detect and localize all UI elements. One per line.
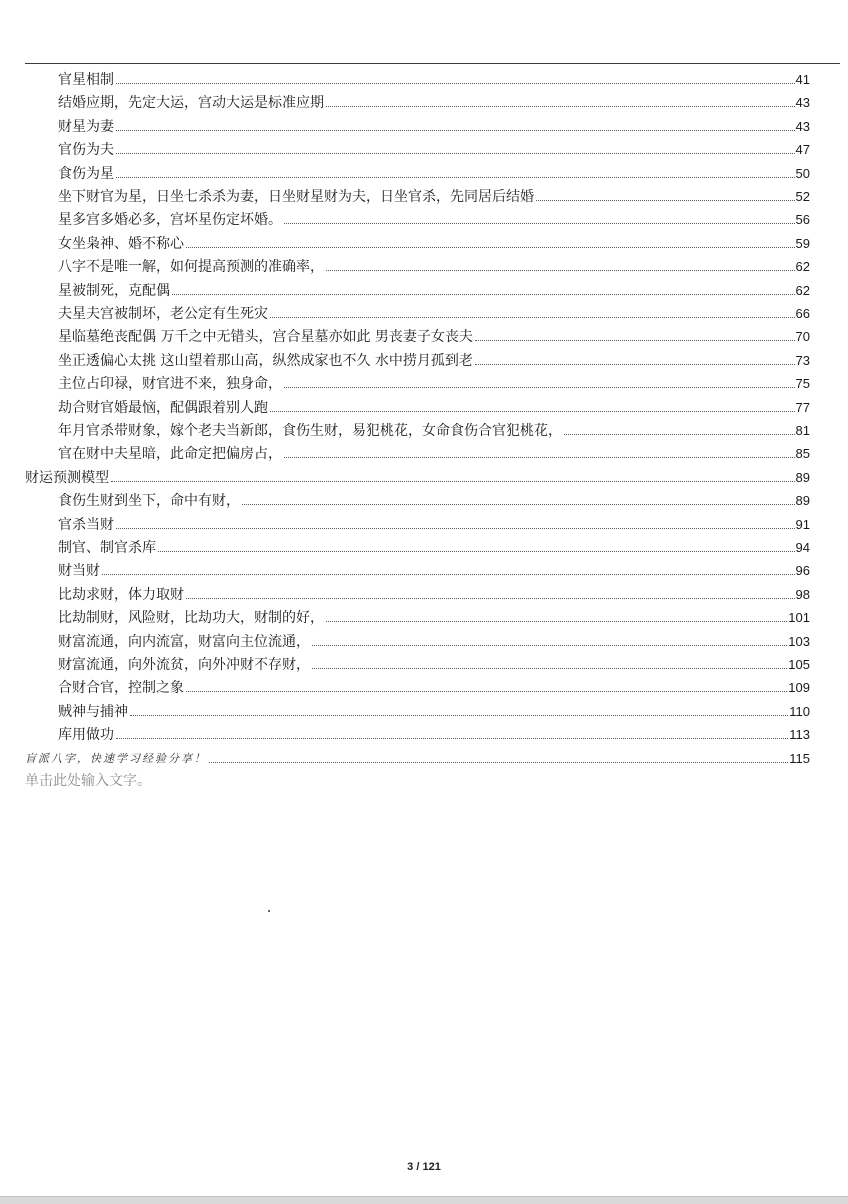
toc-entry-page: 59 xyxy=(795,235,810,251)
toc-dot-leader xyxy=(475,364,795,365)
toc-entry-page: 50 xyxy=(795,165,810,181)
toc-dot-leader xyxy=(326,621,787,622)
toc-entry-title: 星被制死，克配偶 xyxy=(58,282,170,299)
toc-entry[interactable] xyxy=(58,113,810,136)
toc-entry[interactable] xyxy=(58,698,810,721)
toc-entry-page: 62 xyxy=(795,282,810,298)
toc-entry[interactable] xyxy=(58,347,810,370)
toc-dot-leader xyxy=(116,83,795,84)
toc-entry[interactable] xyxy=(58,253,810,276)
page-number: 3 / 121 xyxy=(407,1161,441,1173)
toc-entry-title: 夫星夫宫被制坏，老公定有生死灾 xyxy=(58,306,268,322)
toc-entry-page: 73 xyxy=(795,352,810,368)
toc-entry[interactable] xyxy=(58,183,810,206)
toc-entry[interactable] xyxy=(58,628,810,651)
toc-entry[interactable] xyxy=(58,581,810,604)
toc-entry-title: 合财合官，控制之象 xyxy=(58,680,184,697)
toc-dot-leader xyxy=(284,457,795,458)
toc-entry-page: 43 xyxy=(795,118,810,134)
toc-entry[interactable] xyxy=(25,745,810,768)
toc-entry-page: 81 xyxy=(795,423,810,438)
toc-dot-leader xyxy=(284,387,795,388)
toc-dot-leader xyxy=(270,411,795,412)
toc-entry-page: 101 xyxy=(788,610,810,626)
toc-entry-page: 77 xyxy=(795,399,810,415)
toc-dot-leader xyxy=(326,270,795,271)
toc-dot-leader xyxy=(242,504,795,505)
toc-dot-leader xyxy=(186,598,795,599)
toc-entry-title: 食伤生财到坐下，命中有财， xyxy=(58,493,240,510)
toc-entry[interactable] xyxy=(58,323,810,346)
toc-dot-leader xyxy=(116,738,788,739)
toc-dot-leader xyxy=(116,177,795,178)
toc-entry-page: 75 xyxy=(795,376,810,392)
toc-entry-title: 坐下财官为星，日坐七杀杀为妻，日坐财星财为夫，日坐官杀，先同居后结婚 xyxy=(58,189,534,205)
toc-dot-leader xyxy=(475,340,795,341)
toc-entry-title: 食伤为星 xyxy=(58,165,114,182)
toc-entry[interactable] xyxy=(58,674,810,697)
toc-entry-page: 94 xyxy=(795,540,810,555)
toc-entry-title: 财富流通，向内流富，财富向主位流通， xyxy=(58,633,310,650)
toc-entry-page: 62 xyxy=(795,259,810,275)
toc-entry[interactable] xyxy=(58,721,810,744)
toc-entry[interactable] xyxy=(58,66,810,89)
toc-entry-page: 66 xyxy=(795,306,810,321)
toc-dot-leader xyxy=(186,247,795,248)
toc-entry-page: 91 xyxy=(795,516,810,532)
toc-entry-page: 110 xyxy=(789,703,810,719)
toc-dot-leader xyxy=(284,223,795,224)
toc-dot-leader xyxy=(111,481,795,482)
toc-entry[interactable] xyxy=(58,206,810,229)
toc-dot-leader xyxy=(326,106,795,107)
toc-entry-page: 56 xyxy=(795,212,810,228)
toc-entry-page: 41 xyxy=(795,72,810,87)
toc-dot-leader xyxy=(270,317,795,318)
toc-dot-leader xyxy=(536,200,795,201)
toc-entry-title: 比劫求财，体力取财 xyxy=(58,586,184,603)
toc-dot-leader xyxy=(116,130,795,131)
toc-entry[interactable] xyxy=(58,651,810,674)
toc-entry-page: 70 xyxy=(795,329,810,345)
header-rule xyxy=(25,63,840,64)
toc-dot-leader xyxy=(116,528,795,529)
toc-entry-title: 劫合财官婚最恼，配偶跟着别人跑 xyxy=(58,399,268,416)
toc-dot-leader xyxy=(172,294,795,295)
toc-dot-leader xyxy=(564,434,795,435)
toc-entry-title: 坐正透偏心太挑 这山望着那山高，纵然成家也不久 水中捞月孤到老 xyxy=(58,352,473,369)
toc-entry-page: 96 xyxy=(795,563,810,579)
toc-entry-title: 八字不是唯一解，如何提高预测的准确率， xyxy=(58,259,324,276)
toc-entry-title: 星临墓绝丧配偶 万千之中无错头，宫合星墓亦如此 男丧妻子女丧夫 xyxy=(58,329,473,346)
toc-dot-leader xyxy=(158,551,795,552)
toc-entry-title: 年月官杀带财象，嫁个老夫当新郎，食伤生财，易犯桃花，女命食伤合官犯桃花， xyxy=(58,423,562,439)
toc-dot-leader xyxy=(116,153,795,154)
toc-entry-title: 制官、制官杀库 xyxy=(58,540,156,556)
toc-entry-page: 109 xyxy=(788,680,810,696)
toc-entry-page: 113 xyxy=(789,727,810,743)
toc-entry-page: 43 xyxy=(795,95,810,111)
toc-entry-title: 盲派八字，快速学习经验分享！ xyxy=(25,751,207,765)
toc-dot-leader xyxy=(102,574,795,575)
toc-entry-title: 星多宫多婚必多，宫坏星伤定坏婚。 xyxy=(58,212,282,229)
toc-entry[interactable] xyxy=(58,604,810,627)
toc-dot-leader xyxy=(209,762,788,763)
toc-entry[interactable] xyxy=(58,511,810,534)
toc-entry[interactable] xyxy=(58,487,810,510)
toc-entry[interactable] xyxy=(58,89,810,112)
toc-entry-title: 库用做功 xyxy=(58,727,114,744)
toc-entry-title: 官杀当财 xyxy=(58,516,114,533)
toc-entry[interactable] xyxy=(58,557,810,580)
toc-entry[interactable] xyxy=(58,370,810,393)
toc-dot-leader xyxy=(186,691,787,692)
toc-entry-page: 89 xyxy=(795,493,810,509)
toc-entry[interactable] xyxy=(58,300,810,323)
toc-entry-title: 财当财 xyxy=(58,563,100,580)
toc-entry-title: 女坐枭神、婚不称心 xyxy=(58,235,184,252)
toc-entry[interactable] xyxy=(58,440,810,463)
toc-entry-title: 财富流通，向外流贫，向外冲财不存财， xyxy=(58,657,310,673)
toc-entry-page: 85 xyxy=(795,446,810,462)
toc-entry-title: 贼神与捕神 xyxy=(58,703,128,720)
stray-mark xyxy=(268,910,270,912)
toc-entry-title: 主位占印禄，财官进不来，独身命， xyxy=(58,376,282,393)
toc-entry[interactable] xyxy=(58,394,810,417)
toc-entry[interactable] xyxy=(58,277,810,300)
toc-entry[interactable] xyxy=(25,464,810,487)
toc-entry[interactable] xyxy=(58,136,810,159)
toc-entry-title: 官在财中夫星暗，此命定把偏房占， xyxy=(58,446,282,463)
toc-entry-page: 89 xyxy=(795,469,810,485)
toc-entry-page: 98 xyxy=(795,586,810,602)
toc-entry-title: 比劫制财，风险财，比劫功大，财制的好， xyxy=(58,610,324,627)
toc-dot-leader xyxy=(312,668,787,669)
toc-entry-title: 结婚应期，先定大运，宫动大运是标准应期 xyxy=(58,95,324,112)
toc-entry-page: 105 xyxy=(788,657,810,672)
toc-entry-title: 官伤为夫 xyxy=(58,142,114,159)
toc-entry[interactable] xyxy=(58,534,810,557)
toc-dot-leader xyxy=(130,715,788,716)
toc-entry-page: 103 xyxy=(788,633,810,649)
text-placeholder[interactable]: 单击此处输入文字。 xyxy=(25,773,151,789)
toc-entry-title: 财运预测模型 xyxy=(25,469,109,486)
toc-entry[interactable] xyxy=(58,230,810,253)
toc-entry-page: 115 xyxy=(789,750,810,766)
toc-entry[interactable] xyxy=(58,417,810,440)
toc-entry-page: 52 xyxy=(795,189,810,204)
toc-entry[interactable] xyxy=(58,160,810,183)
toc-entry-title: 财星为妻 xyxy=(58,118,114,135)
toc-entry-page: 47 xyxy=(795,142,810,158)
toc-entry-title: 官星相制 xyxy=(58,72,114,88)
toc-dot-leader xyxy=(312,645,787,646)
